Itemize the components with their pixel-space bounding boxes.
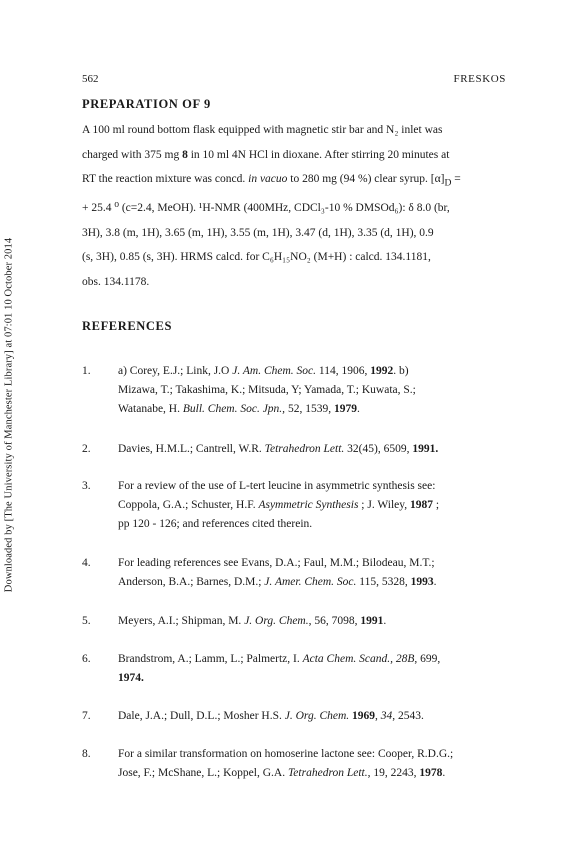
reference-text: For a review of the use of L-tert leucine in asymmetric synthesis see: Coppola, G.A.; Schuster, H.F. Asymmetric Synthesis ; J. Wiley, 1987 ; pp 120 - 126; and references cited therein. — [118, 480, 440, 530]
references-heading: REFERENCES — [82, 319, 173, 333]
preparation-section — [82, 97, 504, 294]
reference-item — [82, 440, 504, 459]
reference-number: 3. — [82, 480, 91, 492]
reference-number: 8. — [82, 748, 91, 760]
prep-line: + 25.4 ⁰ (c=2.4, MeOH). ¹H-NMR (400MHz, CDCl₃-10 % DMSOd₆): δ 8.0 (br, — [82, 202, 450, 215]
reference-item — [82, 650, 504, 688]
running-title: FRESKOS — [453, 73, 506, 85]
prep-line: RT the reaction mixture was concd. in vacuo to 280 mg (94 %) clear syrup. $[\alpha]_D$ = — [82, 173, 461, 189]
prep-line: 3H), 3.8 (m, 1H), 3.65 (m, 1H), 3.55 (m, 1H), 3.47 (d, 1H), 3.35 (d, 1H), 0.9 — [82, 226, 434, 239]
download-watermark — [2, 170, 16, 660]
prep-line: charged with 375 mg 8 in 10 ml 4N HCl in dioxane. After stirring 20 minutes at — [82, 148, 450, 161]
reference-number: 7. — [82, 710, 91, 722]
reference-number: 1. — [82, 365, 91, 377]
reference-number: 4. — [82, 557, 91, 569]
reference-item — [82, 554, 504, 592]
reference-item — [82, 745, 504, 783]
preparation-heading: PREPARATION OF 9 — [82, 97, 211, 111]
references-heading-block — [82, 319, 504, 334]
reference-item — [82, 707, 504, 726]
reference-item — [82, 362, 504, 419]
reference-item — [82, 612, 504, 631]
reference-item — [82, 477, 504, 534]
reference-text: For a similar transformation on homoserine lactone see: Cooper, R.D.G.; Jose, F.; McShane, L.; Koppel, G.A. Tetrahedron Lett., 19, 2243, 1978. — [118, 748, 454, 779]
reference-text: Brandstrom, A.; Lamm, L.; Palmertz, I. Acta Chem. Scand., 28B, 699, 1974. — [118, 653, 441, 684]
page-number: 562 — [82, 73, 99, 85]
prep-line: obs. 134.1178. — [82, 275, 150, 288]
download-watermark-text: Downloaded by [The University of Manchester Library] at 07:01 10 October 2014 — [3, 237, 15, 593]
page-header — [82, 73, 506, 85]
references-list — [82, 362, 504, 822]
prep-line: A 100 ml round bottom flask equipped with magnetic stir bar and N₂ inlet was — [82, 124, 443, 136]
reference-text: Davies, H.M.L.; Cantrell, W.R. Tetrahedron Lett. 32(45), 6509, 1991. — [118, 443, 439, 455]
reference-text: For leading references see Evans, D.A.; Faul, M.M.; Bilodeau, M.T.; Anderson, B.A.; Barnes, D.M.; J. Amer. Chem. Soc. 115, 5328, 1993. — [118, 557, 437, 588]
prep-line: (s, 3H), 0.85 (s, 3H). HRMS calcd. for C₆H₁₅NO₂ (M+H) : calcd. 134.1181, — [82, 251, 431, 264]
reference-number: 6. — [82, 653, 91, 665]
reference-text: Dale, J.A.; Dull, D.L.; Mosher H.S. J. Org. Chem. 1969, 34, 2543. — [118, 710, 424, 722]
reference-text: a) Corey, E.J.; Link, J.O J. Am. Chem. Soc. 114, 1906, 1992. b) Mizawa, T.; Takashima, K.; Mitsuda, Y; Yamada, T.; Kuwata, S.; Watanabe, H. Bull. Chem. Soc. Jpn., 52, 1539, 1979. — [118, 365, 416, 415]
reference-number: 2. — [82, 443, 91, 455]
preparation-body — [82, 118, 504, 294]
reference-number: 5. — [82, 615, 91, 627]
reference-text: Meyers, A.I.; Shipman, M. J. Org. Chem., 56, 7098, 1991. — [118, 615, 387, 627]
